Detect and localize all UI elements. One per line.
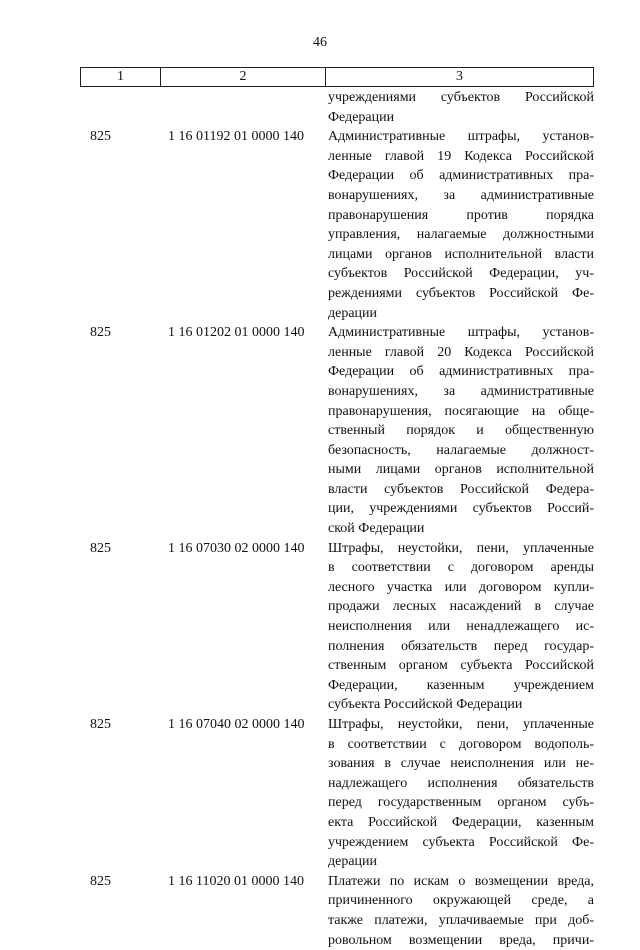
description-line: вонарушениях, за административные [328, 383, 594, 399]
budget-code-cell: 1 16 01192 01 0000 140 [168, 129, 304, 145]
description-line: причиненного окружающей среде, а [328, 893, 594, 909]
description-line: правонарушения против порядка [328, 207, 594, 223]
table-row [80, 539, 594, 715]
description-line: власти субъектов Российской Федера- [328, 481, 594, 497]
description-line: субъекта Российской Федерации [328, 697, 523, 713]
description-line: Платежи по искам о возмещении вреда, [328, 873, 594, 889]
description-line: правонарушения, посягающие на обще- [328, 403, 594, 419]
description-line: безопасность, налагаемые должност- [328, 442, 594, 458]
description-line: ровольном возмещении вреда, причи- [328, 932, 594, 948]
header-col-2: 2 [161, 68, 326, 86]
description-line: Федерации об административных пра- [328, 168, 594, 184]
header-col-1: 1 [81, 68, 161, 86]
table-header [80, 67, 594, 87]
description-line: управления, налагаемые должностными [328, 227, 594, 243]
table-body [80, 88, 594, 950]
description-cell [325, 88, 594, 127]
description-line: Штрафы, неустойки, пени, уплаченные [328, 717, 594, 732]
description-line: в соответствии с договором аренды [328, 560, 594, 576]
table-row [80, 127, 594, 323]
admin-code-cell: 825 [90, 717, 111, 732]
description-line: дерации [328, 854, 378, 870]
description-line: Федерации об административных пра- [328, 364, 594, 380]
admin-code-cell: 825 [90, 325, 111, 341]
description-line: лицами органов исполнительной власти [328, 246, 594, 262]
description-line: полнения обязательств перед государ- [328, 638, 594, 654]
description-line: Административные штрафы, установ- [328, 129, 594, 145]
description-cell [325, 323, 594, 539]
table-row [80, 88, 594, 127]
description-line: зования в случае неисполнения или не- [328, 756, 594, 772]
table-row [80, 323, 594, 539]
description-line: продажи лесных насаждений в случае [328, 599, 594, 615]
description-line: ции, учреждениями субъектов Россий- [328, 501, 594, 517]
budget-code-cell: 1 16 01202 01 0000 140 [168, 325, 305, 341]
description-line: екта Российской Федерации, казенным [328, 814, 594, 830]
description-line: вонарушениях, за административные [328, 187, 594, 203]
description-line: перед государственным органом субъ- [328, 795, 594, 811]
description-line: дерации [328, 305, 378, 321]
description-line: Федерации, казенным учреждением [328, 677, 594, 693]
description-line: реждениями субъектов Российской Фе- [328, 285, 594, 301]
admin-code-cell: 825 [90, 873, 111, 889]
description-cell [325, 127, 594, 323]
description-line: Федерации [328, 109, 395, 125]
table-row [80, 715, 594, 872]
page-number: 46 [313, 35, 327, 50]
description-line: надлежащего исполнения обязательств [328, 775, 594, 791]
description-line: Штрафы, неустойки, пени, уплаченные [328, 540, 594, 556]
description-line: ленные главой 20 Кодекса Российской [328, 344, 594, 360]
description-cell [325, 715, 594, 872]
description-cell [325, 539, 594, 715]
table-row [80, 872, 594, 950]
description-line: ленные главой 19 Кодекса Российской [328, 148, 594, 164]
description-line: лесного участка или договором купли- [328, 579, 594, 595]
description-line: неисполнения или ненадлежащего ис- [328, 619, 594, 635]
description-line: ской Федерации [328, 521, 425, 537]
budget-code-cell: 1 16 07040 02 0000 140 [168, 717, 305, 732]
admin-code-cell: 825 [90, 540, 111, 556]
description-line: ными лицами органов исполнительной [328, 462, 594, 478]
description-line: в соответствии с договором водополь- [328, 736, 594, 752]
description-line: учреждением субъекта Российской Фе- [328, 834, 594, 850]
description-line: Административные штрафы, установ- [328, 325, 594, 341]
description-line: субъектов Российской Федерации, уч- [328, 266, 594, 282]
description-line: учреждениями субъектов Российской [328, 90, 594, 105]
budget-code-cell: 1 16 11020 01 0000 140 [168, 873, 304, 889]
budget-code-cell: 1 16 07030 02 0000 140 [168, 540, 305, 556]
description-cell [325, 872, 594, 950]
description-line: ственным органом субъекта Российской [328, 658, 594, 674]
header-col-3: 3 [456, 69, 463, 84]
description-line: также платежи, уплачиваемые при доб- [328, 912, 594, 928]
description-line: ственный порядок и общественную [328, 423, 594, 439]
admin-code-cell: 825 [90, 129, 111, 145]
